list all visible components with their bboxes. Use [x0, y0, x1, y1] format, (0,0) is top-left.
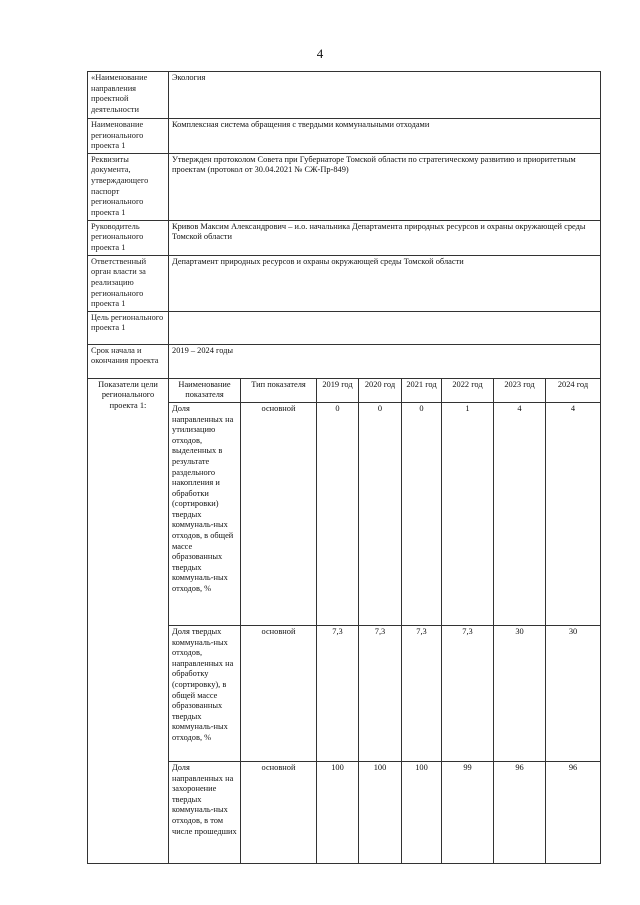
direction-label: «Наименование направления проектной деятельности — [88, 72, 169, 119]
row-authority — [88, 255, 601, 311]
row-project-name — [88, 119, 601, 154]
indicator-value-2020: 0 — [359, 402, 402, 625]
header-year-2024: 2024 год — [546, 378, 601, 402]
row-head — [88, 220, 601, 255]
period-label: Срок начала и окончания проекта — [88, 344, 169, 378]
indicator-value-2024: 30 — [546, 625, 601, 761]
indicator-type: основной — [241, 761, 317, 863]
project-name-label: Наименование регионального проекта 1 — [88, 119, 169, 154]
goal-value — [169, 311, 601, 344]
row-direction — [88, 72, 601, 119]
indicator-value-2022: 7,3 — [442, 625, 494, 761]
authority-label: Ответственный орган власти за реализацию регионального проекта 1 — [88, 255, 169, 311]
header-year-2022: 2022 год — [442, 378, 494, 402]
indicator-value-2023: 30 — [494, 625, 546, 761]
indicator-value-2022: 1 — [442, 402, 494, 625]
row-requisites — [88, 153, 601, 220]
header-indicator-type: Тип показателя — [241, 378, 317, 402]
indicator-header-row — [88, 378, 601, 402]
direction-value: Экология — [169, 72, 601, 119]
period-value: 2019 – 2024 годы — [169, 344, 601, 378]
indicator-type: основной — [241, 402, 317, 625]
header-indicator-name: Наименование показателя — [169, 378, 241, 402]
indicator-value-2021: 0 — [402, 402, 442, 625]
indicator-value-2021: 7,3 — [402, 625, 442, 761]
indicator-type: основной — [241, 625, 317, 761]
indicators-section-label: Показатели цели регионального проекта 1: — [88, 378, 169, 863]
requisites-value: Утвержден протоколом Совета при Губернаторе Томской области по стратегическому развитию и приоритетным проектам (протокол от 30.04.2021 № СЖ-Пр-849) — [169, 153, 601, 220]
head-label: Руководитель регионального проекта 1 — [88, 220, 169, 255]
page-number: 4 — [316, 46, 324, 61]
row-period — [88, 344, 601, 378]
indicator-value-2021: 100 — [402, 761, 442, 863]
project-name-value: Комплексная система обращения с твердыми коммунальными отходами — [169, 119, 601, 154]
requisites-label: Реквизиты документа, утверждающего паспорт регионального проекта 1 — [88, 153, 169, 220]
head-value: Кривов Максим Александрович – и.о. начальника Департамента природных ресурсов и охраны окружающей среды Томской области — [169, 220, 601, 255]
indicator-value-2023: 4 — [494, 402, 546, 625]
indicator-value-2022: 99 — [442, 761, 494, 863]
indicator-value-2019: 7,3 — [317, 625, 359, 761]
project-passport-table — [87, 71, 601, 864]
indicator-name: Доля твердых коммуналь-ных отходов, направленных на обработку (сортировку), в общей массе образованных твердых коммуналь-ных отходов, % — [169, 625, 241, 761]
goal-label: Цель регионального проекта 1 — [88, 311, 169, 344]
header-year-2020: 2020 год — [359, 378, 402, 402]
header-year-2021: 2021 год — [402, 378, 442, 402]
indicator-value-2020: 7,3 — [359, 625, 402, 761]
header-year-2019: 2019 год — [317, 378, 359, 402]
indicator-name: Доля направленных на захоронение твердых коммуналь-ных отходов, в том числе прошедших — [169, 761, 241, 863]
indicator-name: Доля направленных на утилизацию отходов, выделенных в результате раздельного накопления и обработки (сортировки) твердых коммуналь-ных отходов, в общей массе образованных твердых коммуналь-ных отходов, % — [169, 402, 241, 625]
row-goal — [88, 311, 601, 344]
indicator-value-2023: 96 — [494, 761, 546, 863]
indicator-value-2020: 100 — [359, 761, 402, 863]
header-year-2023: 2023 год — [494, 378, 546, 402]
indicator-value-2024: 96 — [546, 761, 601, 863]
indicator-value-2024: 4 — [546, 402, 601, 625]
authority-value: Департамент природных ресурсов и охраны окружающей среды Томской области — [169, 255, 601, 311]
indicator-value-2019: 0 — [317, 402, 359, 625]
indicator-value-2019: 100 — [317, 761, 359, 863]
